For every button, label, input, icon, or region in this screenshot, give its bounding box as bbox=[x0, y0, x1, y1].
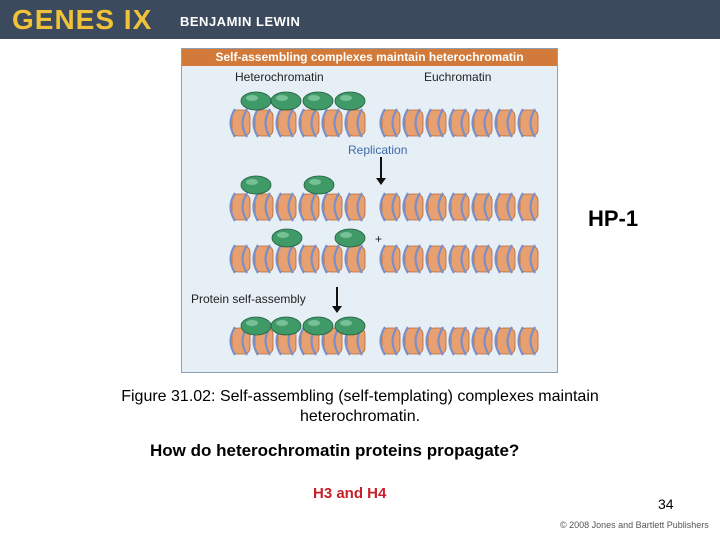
row2-right-nucleosome bbox=[382, 194, 400, 220]
hp1-highlight bbox=[246, 179, 258, 185]
replication-arrow-head bbox=[376, 178, 386, 185]
copyright-notice: © 2008 Jones and Bartlett Publishers bbox=[560, 520, 709, 530]
row2-left-nucleosome bbox=[255, 194, 273, 220]
row4-right-nucleosome bbox=[382, 328, 400, 354]
heterochromatin-label: Heterochromatin bbox=[235, 70, 324, 84]
answer-text: H3 and H4 bbox=[313, 485, 387, 502]
hp1-protein bbox=[241, 317, 271, 335]
row2-right-nucleosome bbox=[474, 194, 492, 220]
row3-right-nucleosome bbox=[474, 246, 492, 272]
question-text: How do heterochromatin proteins propagate? bbox=[150, 441, 520, 460]
row2-right-nucleosome bbox=[405, 194, 423, 220]
row1-right-nucleosome bbox=[451, 110, 469, 136]
row2-left-nucleosome bbox=[232, 194, 250, 220]
hp1-protein bbox=[241, 92, 271, 110]
hp1-highlight bbox=[309, 179, 321, 185]
chromatin-diagram bbox=[182, 49, 557, 372]
page-number: 34 bbox=[658, 496, 674, 512]
hp1-highlight bbox=[308, 320, 320, 326]
hp1-highlight bbox=[277, 232, 289, 238]
row2-left-nucleosome bbox=[324, 194, 342, 220]
row1-left-nucleosome bbox=[232, 110, 250, 136]
hp1-highlight bbox=[340, 232, 352, 238]
hp1-protein bbox=[271, 92, 301, 110]
hp1-protein bbox=[335, 92, 365, 110]
hp1-protein bbox=[335, 317, 365, 335]
hp1-highlight bbox=[276, 95, 288, 101]
assembly-arrow-head bbox=[332, 306, 342, 313]
replication-label: Replication bbox=[348, 143, 408, 157]
row3-left-nucleosome bbox=[278, 246, 296, 272]
row4-right-nucleosome bbox=[497, 328, 515, 354]
row3-right-nucleosome bbox=[497, 246, 515, 272]
book-logo: GENES IX bbox=[12, 4, 153, 35]
row2-right-nucleosome bbox=[428, 194, 446, 220]
row3-left-nucleosome bbox=[255, 246, 273, 272]
row1-left-nucleosome bbox=[278, 110, 296, 136]
row1-right-nucleosome bbox=[405, 110, 423, 136]
header-bar bbox=[0, 0, 720, 39]
hp1-protein bbox=[304, 176, 334, 194]
row1-right-nucleosome bbox=[497, 110, 515, 136]
row2-right-nucleosome bbox=[497, 194, 515, 220]
row4-right-nucleosome bbox=[474, 328, 492, 354]
figure-title: Self-assembling complexes maintain heterochromatin bbox=[182, 49, 557, 66]
row3-right-nucleosome bbox=[405, 246, 423, 272]
row3-right-nucleosome bbox=[451, 246, 469, 272]
row1-right-nucleosome bbox=[382, 110, 400, 136]
hp1-highlight bbox=[246, 95, 258, 101]
hp1-protein bbox=[303, 92, 333, 110]
hp1-protein bbox=[271, 317, 301, 335]
hp1-highlight bbox=[246, 320, 258, 326]
row3-right-nucleosome bbox=[520, 246, 538, 272]
hp1-highlight bbox=[340, 320, 352, 326]
hp1-label: HP-1 bbox=[588, 206, 639, 231]
row2-left-nucleosome bbox=[347, 194, 365, 220]
hp1-highlight bbox=[340, 95, 352, 101]
row2-right-nucleosome bbox=[520, 194, 538, 220]
row4-right-nucleosome bbox=[520, 328, 538, 354]
author-name: BENJAMIN LEWIN bbox=[180, 14, 301, 29]
euchromatin-label: Euchromatin bbox=[424, 70, 492, 84]
row3-right-nucleosome bbox=[428, 246, 446, 272]
row4-right-nucleosome bbox=[405, 328, 423, 354]
row3-left-nucleosome bbox=[301, 246, 319, 272]
row1-right-nucleosome bbox=[474, 110, 492, 136]
row4-right-nucleosome bbox=[451, 328, 469, 354]
row2-right-nucleosome bbox=[451, 194, 469, 220]
hp1-protein bbox=[303, 317, 333, 335]
hp1-protein bbox=[272, 229, 302, 247]
row2-left-nucleosome bbox=[278, 194, 296, 220]
figure-caption: Figure 31.02: Self-assembling (self-templating) complexes maintain heterochromatin. bbox=[121, 388, 599, 425]
hp1-protein bbox=[335, 229, 365, 247]
row1-left-nucleosome bbox=[255, 110, 273, 136]
protein-self-assembly-label: Protein self-assembly bbox=[191, 292, 306, 306]
hp1-highlight bbox=[308, 95, 320, 101]
row1-left-nucleosome bbox=[347, 110, 365, 136]
hp1-protein bbox=[241, 176, 271, 194]
row4-right-nucleosome bbox=[428, 328, 446, 354]
row3-left-nucleosome bbox=[232, 246, 250, 272]
row1-right-nucleosome bbox=[428, 110, 446, 136]
row1-right-nucleosome bbox=[520, 110, 538, 136]
figure-panel bbox=[181, 48, 558, 373]
hp1-highlight bbox=[276, 320, 288, 326]
row2-left-nucleosome bbox=[301, 194, 319, 220]
row1-left-nucleosome bbox=[324, 110, 342, 136]
plus-sign: + bbox=[375, 232, 383, 246]
row1-left-nucleosome bbox=[301, 110, 319, 136]
row3-left-nucleosome bbox=[347, 246, 365, 272]
row3-left-nucleosome bbox=[324, 246, 342, 272]
row3-right-nucleosome bbox=[382, 246, 400, 272]
